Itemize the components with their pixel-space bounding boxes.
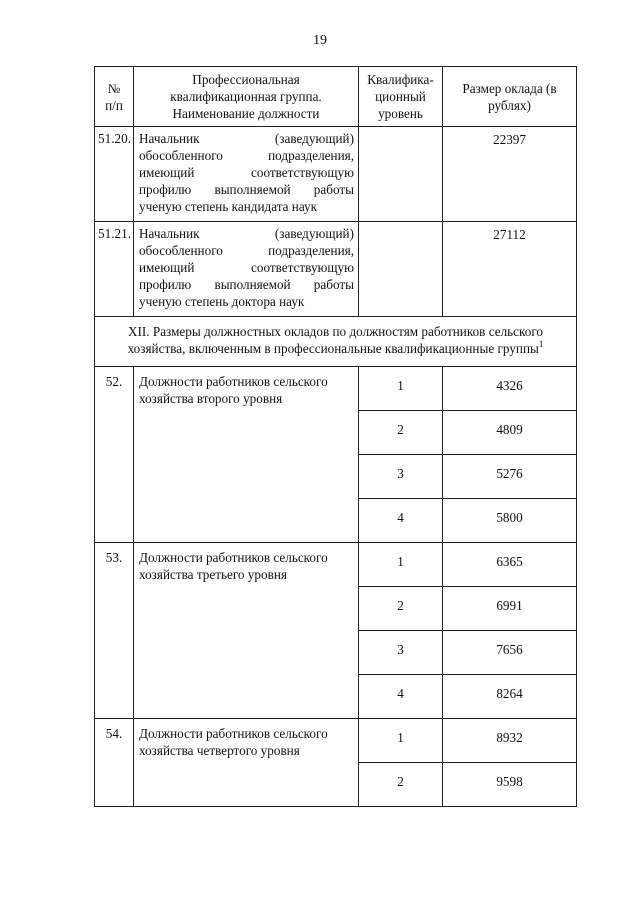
salary-value: 4326 [443, 367, 577, 411]
qualification-level: 3 [359, 455, 443, 499]
table-row [95, 367, 577, 411]
salary-value: 22397 [443, 127, 577, 222]
qualification-level: 2 [359, 587, 443, 631]
table-row [95, 719, 577, 763]
table-header-row [95, 67, 577, 127]
position-name-line: обособленного подразделения, [139, 243, 354, 258]
salary-value: 4809 [443, 411, 577, 455]
level-cell [359, 127, 443, 222]
position-name [134, 222, 359, 317]
header-salary: Размер оклада (в рублях) [443, 67, 577, 127]
salary-value: 8264 [443, 675, 577, 719]
qualification-level: 1 [359, 367, 443, 411]
position-name-line: ученую степень доктора наук [139, 294, 305, 309]
salary-value: 27112 [443, 222, 577, 317]
header-num: № п/п [95, 67, 134, 127]
salary-value: 8932 [443, 719, 577, 763]
section-title [95, 317, 577, 367]
section-row [95, 317, 577, 367]
position-name-line: профилю выполняемой работы [139, 182, 354, 197]
qualification-level: 1 [359, 543, 443, 587]
group-name: Должности работников сельского хозяйства четвертого уровня [134, 719, 359, 807]
qualification-level: 4 [359, 499, 443, 543]
row-number: 51.20. [95, 127, 134, 222]
position-name [134, 127, 359, 222]
salary-value: 6991 [443, 587, 577, 631]
section-title-text: XII. Размеры должностных окладов по должностям работников сельского хозяйства, включенным в профессиональные квалификационные группы [127, 324, 544, 356]
position-name-line: ученую степень кандидата наук [139, 199, 318, 214]
header-name: Профессиональная квалификационная группа. Наименование должности [134, 67, 359, 127]
level-cell [359, 222, 443, 317]
position-name-line: профилю выполняемой работы [139, 277, 354, 292]
header-level: Квалифика-ционный уровень [359, 67, 443, 127]
position-name-line: обособленного подразделения, [139, 148, 354, 163]
position-name-line: имеющий соответствующую [139, 260, 354, 275]
group-name: Должности работников сельского хозяйства второго уровня [134, 367, 359, 543]
salary-table [94, 66, 577, 807]
footnote-marker: 1 [538, 339, 544, 349]
qualification-level: 1 [359, 719, 443, 763]
table-row [95, 222, 577, 317]
group-name: Должности работников сельского хозяйства третьего уровня [134, 543, 359, 719]
qualification-level: 2 [359, 763, 443, 807]
table-row [95, 127, 577, 222]
row-number: 53. [95, 543, 134, 719]
salary-value: 7656 [443, 631, 577, 675]
salary-value: 6365 [443, 543, 577, 587]
row-number: 54. [95, 719, 134, 807]
row-number: 51.21. [95, 222, 134, 317]
qualification-level: 4 [359, 675, 443, 719]
salary-value: 5276 [443, 455, 577, 499]
position-name-line: имеющий соответствующую [139, 165, 354, 180]
salary-value: 5800 [443, 499, 577, 543]
qualification-level: 3 [359, 631, 443, 675]
table-row [95, 543, 577, 587]
page-number: 19 [313, 33, 327, 48]
salary-value: 9598 [443, 763, 577, 807]
position-name-line: Начальник (заведующий) [139, 131, 354, 146]
row-number: 52. [95, 367, 134, 543]
qualification-level: 2 [359, 411, 443, 455]
position-name-line: Начальник (заведующий) [139, 226, 354, 241]
